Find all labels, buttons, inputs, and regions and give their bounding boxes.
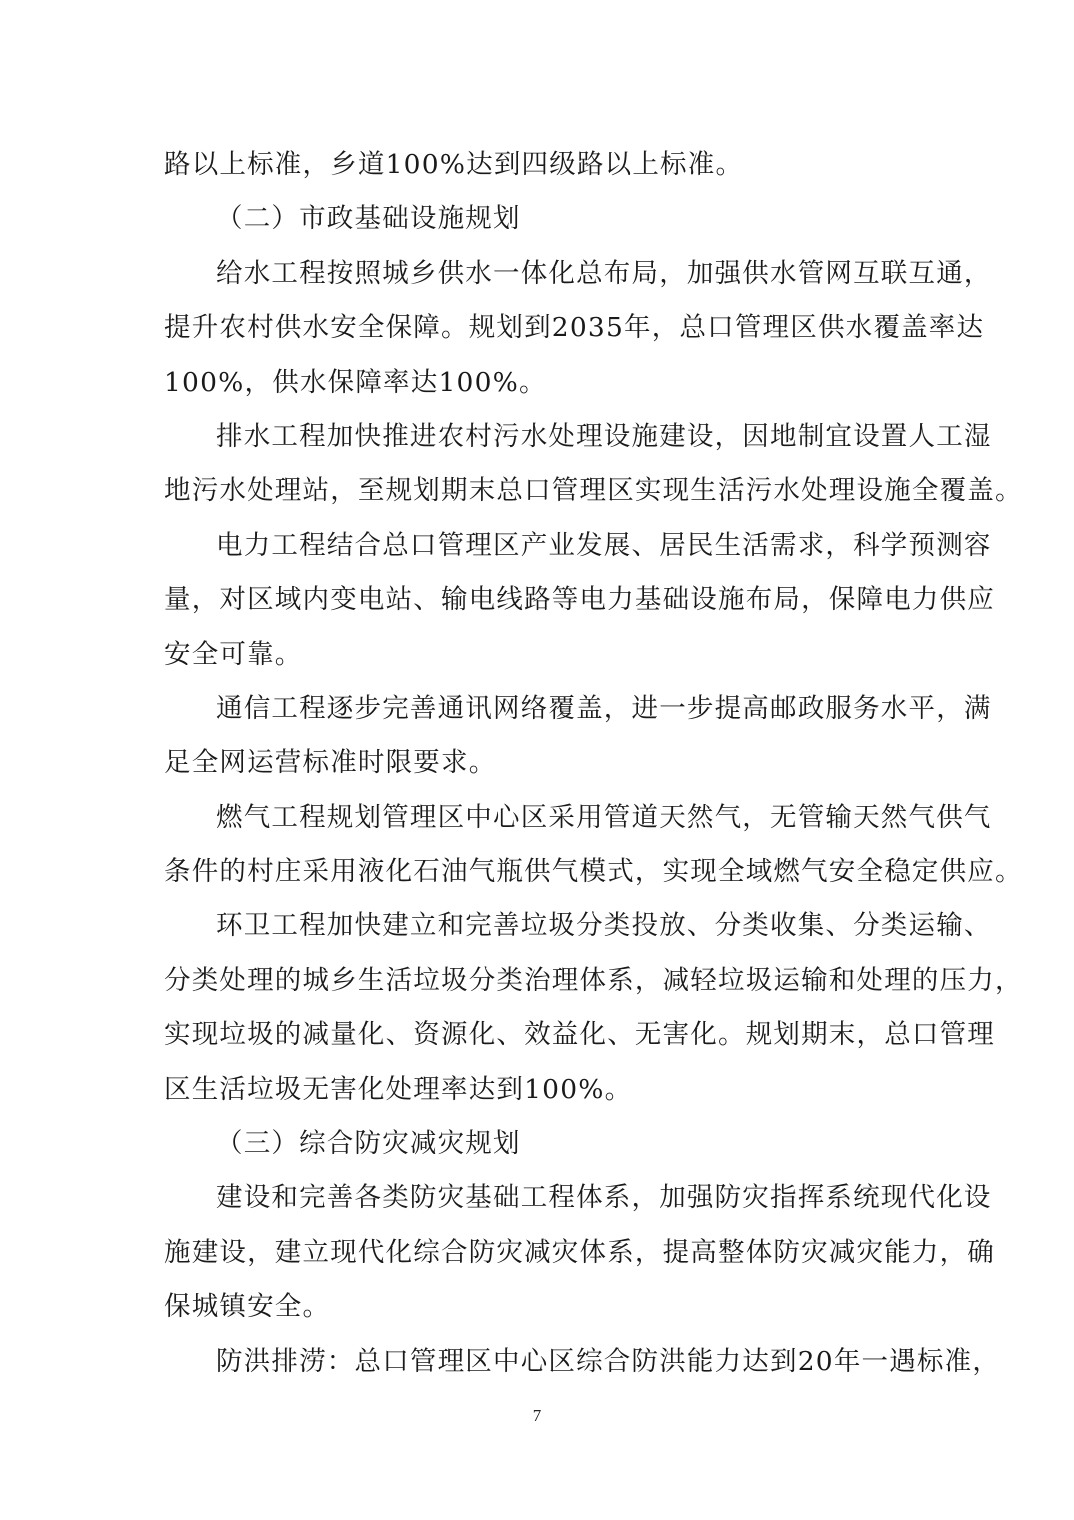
text-line: 量，对区域内变电站、输电线路等电力基础设施布局，保障电力供应: [164, 584, 995, 616]
text-line: 100%，供水保障率达100%。: [164, 366, 547, 398]
text-line: 环卫工程加快建立和完善垃圾分类投放、分类收集、分类运输、: [216, 910, 992, 942]
page-number: 7: [532, 1406, 542, 1425]
text-line: 路以上标准，乡道100%达到四级路以上标准。: [164, 149, 744, 180]
text-line: 足全网运营标准时限要求。: [164, 747, 497, 779]
text-line: 防洪排涝：总口管理区中心区综合防洪能力达到20年一遇标准，: [216, 1345, 1001, 1377]
document-body: [164, 138, 1023, 1389]
text-line: 给水工程按照城乡供水一体化总布局，加强供水管网互联互通，: [216, 257, 992, 289]
text-line: 实现垃圾的减量化、资源化、效益化、无害化。规划期末，总口管理: [164, 1019, 995, 1051]
text-line: 区生活垃圾无害化处理率达到100%。: [164, 1073, 633, 1105]
text-line: 保城镇安全。: [164, 1291, 331, 1323]
text-line: 建设和完善各类防灾基础工程体系，加强防灾指挥系统现代化设: [216, 1182, 992, 1214]
text-line: 分类处理的城乡生活垃圾分类治理体系，减轻垃圾运输和处理的压力，: [164, 964, 1023, 996]
text-line: 提升农村供水安全保障。规划到2035年，总口管理区供水覆盖率达: [164, 312, 985, 344]
text-line: 燃气工程规划管理区中心区采用管道天然气，无管输天然气供气: [216, 801, 992, 833]
text-line: 施建设，建立现代化综合防灾减灾体系，提高整体防灾减灾能力，确: [164, 1236, 995, 1268]
text-line: （三）综合防灾减灾规划: [216, 1128, 521, 1160]
text-line: 电力工程结合总口管理区产业发展、居民生活需求，科学预测容: [216, 529, 992, 561]
text-line: （二）市政基础设施规划: [216, 203, 521, 235]
text-line: 排水工程加快推进农村污水处理设施建设，因地制宜设置人工湿: [216, 420, 992, 452]
text-line: 通信工程逐步完善通讯网络覆盖，进一步提高邮政服务水平，满: [216, 692, 992, 724]
text-line: 安全可靠。: [164, 638, 303, 670]
text-line: 地污水处理站，至规划期末总口管理区实现生活污水处理设施全覆盖。: [164, 475, 1023, 507]
text-line: 条件的村庄采用液化石油气瓶供气模式，实现全域燃气安全稳定供应。: [164, 856, 1023, 888]
